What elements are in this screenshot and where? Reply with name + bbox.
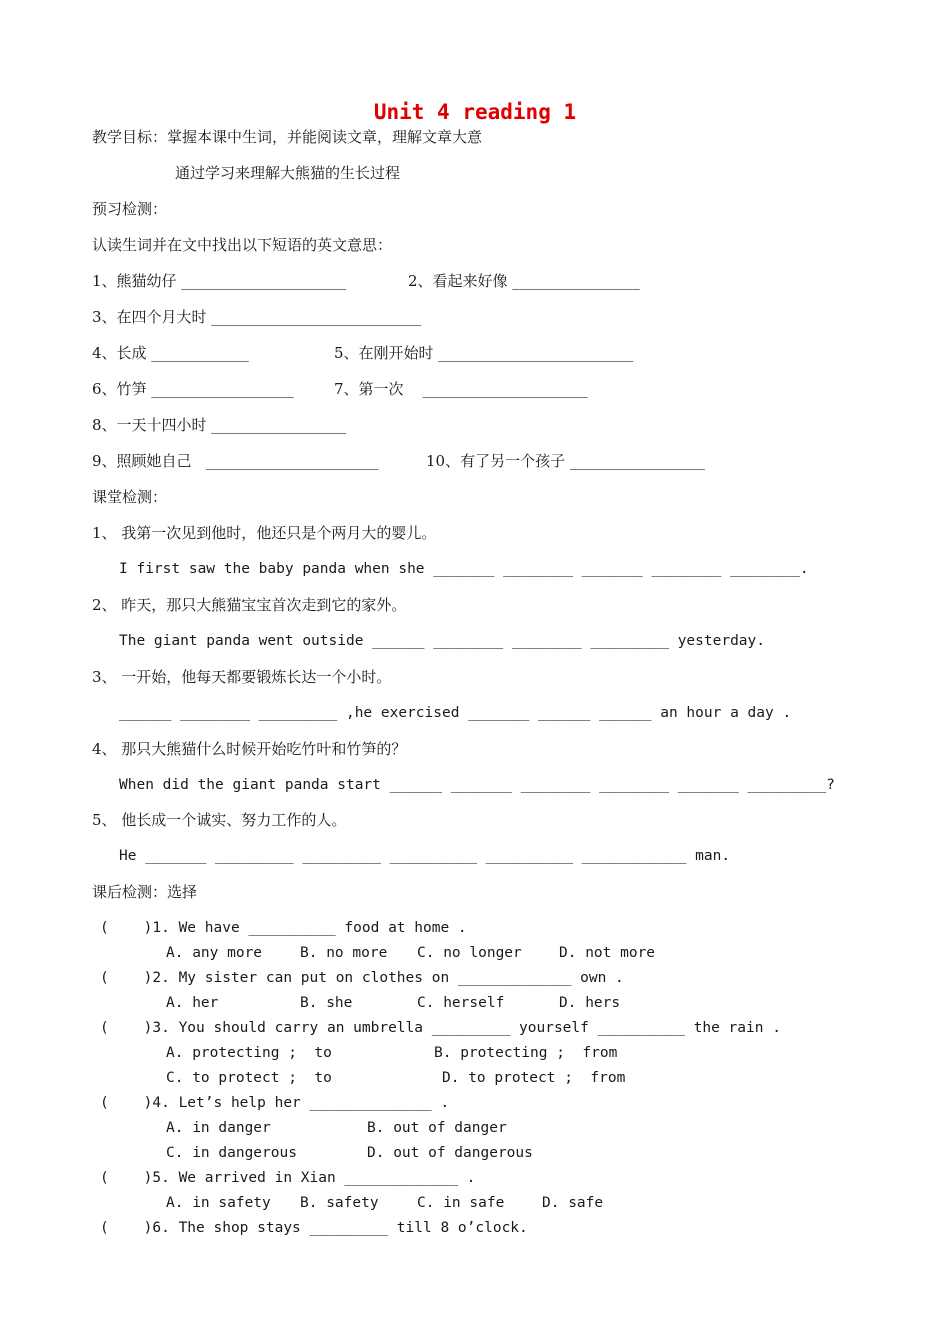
option-c: C. in safe bbox=[417, 1195, 505, 1211]
page-title: Unit 4 reading 1 bbox=[373, 100, 577, 124]
question-4: ( )4. Let’s help her ______________ . bbox=[100, 1095, 450, 1111]
option-c: C. herself bbox=[417, 995, 505, 1011]
option-a: A. protecting ; to bbox=[166, 1045, 332, 1061]
after-class-heading: 课后检测：选择 bbox=[92, 883, 198, 901]
option-d: D. to protect ; from bbox=[442, 1070, 626, 1086]
option-a: A. in safety bbox=[166, 1195, 271, 1211]
classroom-item-cn: 3、 一开始，他每天都要锻炼长达一个小时。 bbox=[92, 668, 392, 686]
preview-item: 2、看起来好像 _________________ bbox=[408, 272, 640, 290]
option-d: D. safe bbox=[542, 1195, 604, 1211]
option-b: B. protecting ; from bbox=[434, 1045, 618, 1061]
option-a: A. in danger bbox=[166, 1120, 271, 1136]
preview-item: 9、照顾她自己 _______________________ bbox=[92, 452, 379, 470]
classroom-item-cn: 5、 他长成一个诚实、努力工作的人。 bbox=[92, 811, 347, 829]
option-b: B. safety bbox=[300, 1195, 379, 1211]
preview-item: 8、一天十四小时 __________________ bbox=[92, 416, 347, 434]
preview-instruction: 认读生词并在文中找出以下短语的英文意思： bbox=[92, 236, 393, 254]
question-6: ( )6. The shop stays _________ till 8 o’clock. bbox=[100, 1220, 528, 1236]
classroom-item-en: The giant panda went outside ______ ________ ________ _________ yesterday. bbox=[119, 633, 766, 649]
preview-item: 10、有了另一个孩子 __________________ bbox=[426, 452, 705, 470]
option-c: C. no longer bbox=[417, 945, 522, 961]
classroom-item-en: ______ ________ _________ ,he exercised _______ ______ ______ an hour a day . bbox=[119, 705, 792, 721]
classroom-item-cn: 4、 那只大熊猫什么时候开始吃竹叶和竹笋的？ bbox=[92, 740, 407, 758]
objective-line-1: 教学目标：掌握本课中生词，并能阅读文章，理解文章大意 bbox=[92, 128, 483, 146]
classroom-item-en: I first saw the baby panda when she _______ ________ _______ ________ ________. bbox=[119, 561, 809, 577]
preview-item: 5、在刚开始时 __________________________ bbox=[334, 344, 634, 362]
option-c: C. in dangerous bbox=[166, 1145, 297, 1161]
preview-item: 3、在四个月大时 ____________________________ bbox=[92, 308, 422, 326]
option-b: B. out of danger bbox=[367, 1120, 507, 1136]
option-a: A. her bbox=[166, 995, 219, 1011]
preview-heading: 预习检测： bbox=[92, 200, 168, 218]
question-1: ( )1. We have __________ food at home . bbox=[100, 920, 467, 936]
option-d: D. out of dangerous bbox=[367, 1145, 533, 1161]
preview-item: 4、长成 _____________ bbox=[92, 344, 249, 362]
option-a: A. any more bbox=[166, 945, 263, 961]
classroom-item-cn: 2、 昨天，那只大熊猫宝宝首次走到它的家外。 bbox=[92, 596, 407, 614]
classroom-item-en: He _______ _________ _________ __________ __________ ____________ man. bbox=[119, 848, 731, 864]
classroom-heading: 课堂检测： bbox=[92, 488, 168, 506]
option-d: D. hers bbox=[559, 995, 621, 1011]
option-b: B. no more bbox=[300, 945, 388, 961]
question-3: ( )3. You should carry an umbrella _________ yourself __________ the rain . bbox=[100, 1020, 781, 1036]
classroom-item-en: When did the giant panda start ______ _______ ________ ________ _______ _________? bbox=[119, 777, 835, 793]
option-c: C. to protect ; to bbox=[166, 1070, 332, 1086]
classroom-item-cn: 1、 我第一次见到他时，他还只是个两月大的婴儿。 bbox=[92, 524, 437, 542]
option-d: D. not more bbox=[559, 945, 656, 961]
question-2: ( )2. My sister can put on clothes on _____________ own . bbox=[100, 970, 624, 986]
option-b: B. she bbox=[300, 995, 353, 1011]
preview-item: 7、第一次 ______________________ bbox=[334, 380, 588, 398]
question-5: ( )5. We arrived in Xian _____________ . bbox=[100, 1170, 476, 1186]
preview-item: 1、熊猫幼仔 ______________________ bbox=[92, 272, 347, 290]
objective-line-2: 通过学习来理解大熊猫的生长过程 bbox=[175, 164, 401, 182]
preview-item: 6、竹笋 ___________________ bbox=[92, 380, 294, 398]
